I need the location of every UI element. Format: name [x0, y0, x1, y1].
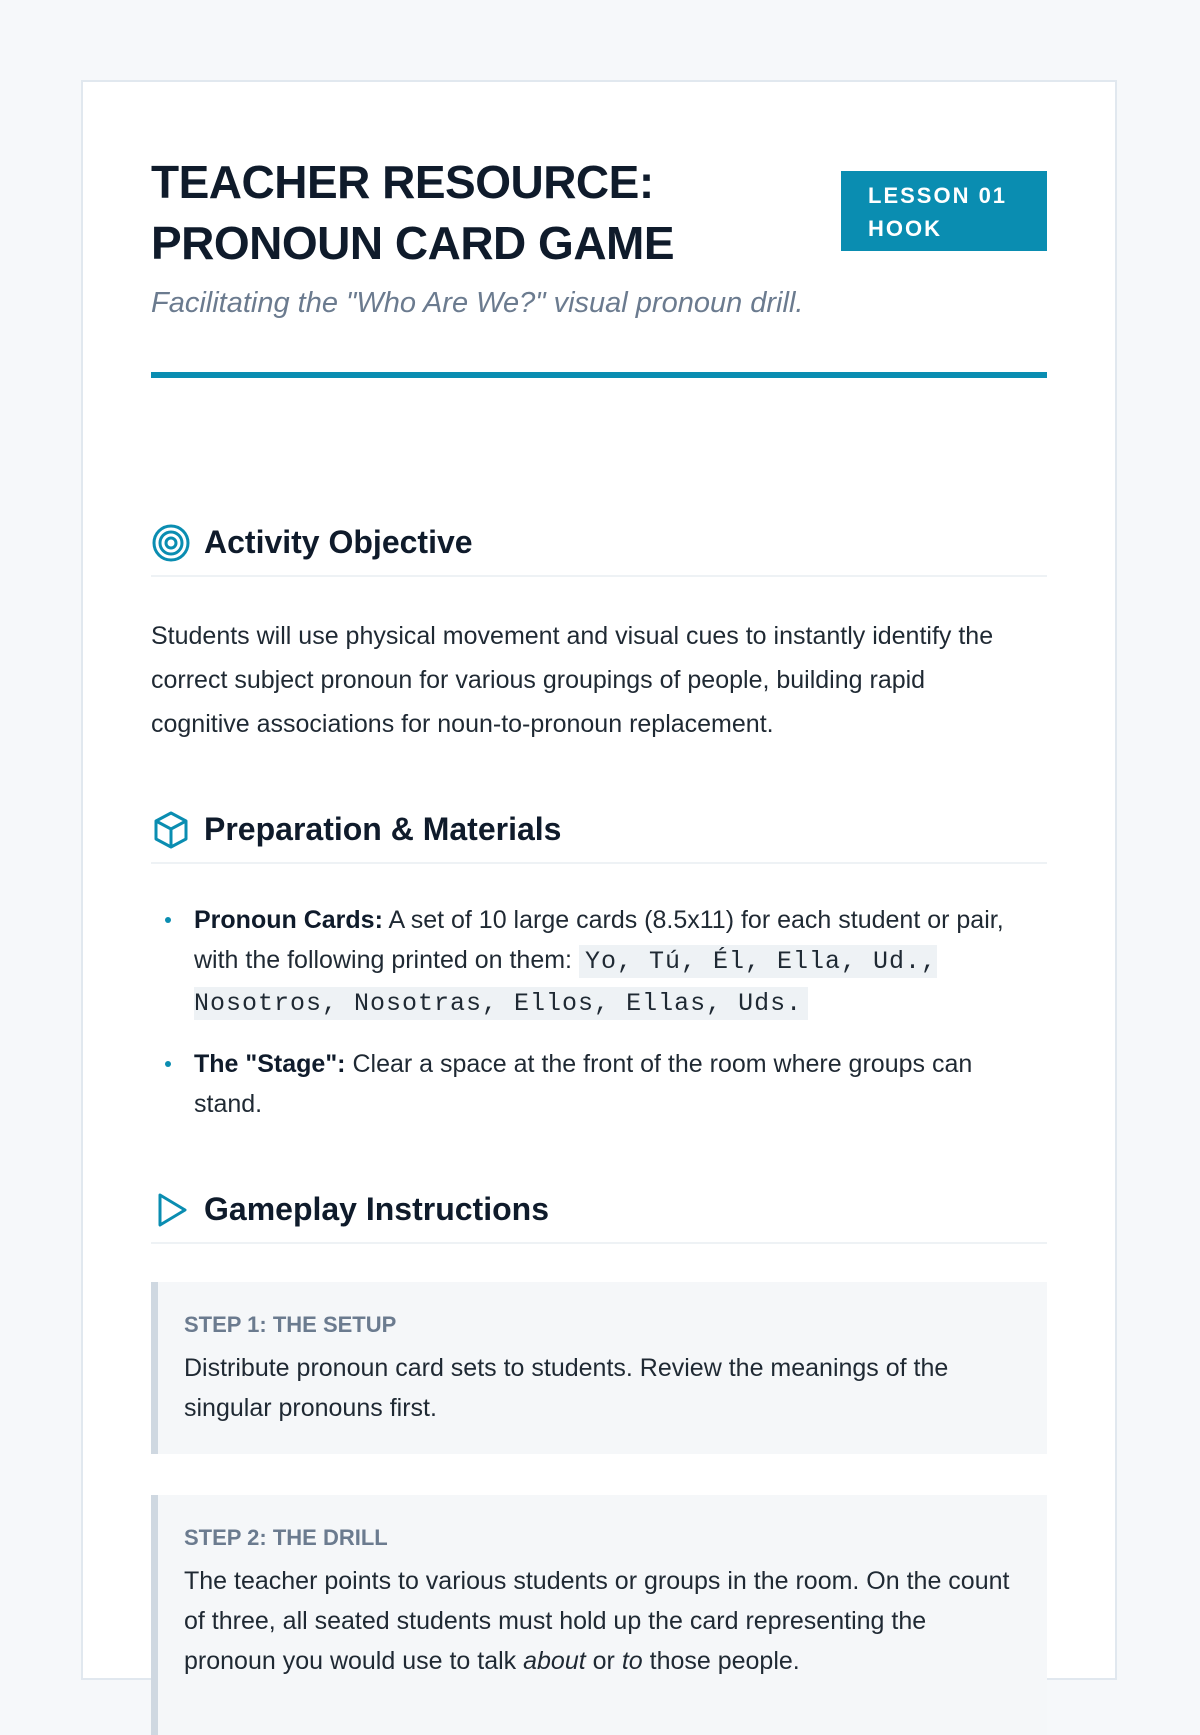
step-card — [151, 1495, 1047, 1735]
item-text: A set of 10 large cards (8.5x11) for each student or pair, with the following printed on them: — [194, 906, 1004, 974]
item-label: Pronoun Cards: — [194, 906, 383, 934]
section-heading-gameplay — [151, 1186, 1047, 1244]
lesson-badge — [841, 171, 1047, 251]
badge-line-1: LESSON 01 — [868, 183, 1008, 208]
materials-list — [151, 900, 1047, 1144]
step-text-part: The teacher points to various students or groups in the room. On the count of three, all seated students must hold up the card representing the pronoun you would use to talk — [184, 1567, 1010, 1675]
list-item — [151, 900, 1047, 1024]
step-emphasis: to — [621, 1647, 643, 1675]
box-icon — [151, 810, 191, 850]
play-icon — [151, 1190, 191, 1230]
step-text-part: or — [585, 1647, 622, 1675]
step-label: STEP 1: THE SETUP — [184, 1312, 397, 1337]
objective-text: Students will use physical movement and visual cues to instantly identify the correct subject pronoun for various groupings of people, building rapid cognitive associations for noun-to-pronoun replacement. — [151, 622, 994, 738]
resource-page — [81, 80, 1117, 1680]
pronoun-code: Yo, Tú, Él, Ella, Ud., Nosotros, Nosotras, Ellos, Ellas, Uds. — [194, 947, 937, 1018]
title-line-1: TEACHER RESOURCE: — [151, 156, 654, 208]
section-heading-objective — [151, 519, 1047, 577]
item-label: The "Stage": — [194, 1050, 346, 1078]
bullet-dot — [165, 1061, 171, 1067]
step-text: Distribute pronoun card sets to students. Review the meanings of the singular pronouns first. — [184, 1354, 949, 1422]
item-text: Clear a space at the front of the room where groups can stand. — [194, 1050, 973, 1118]
badge-line-2: HOOK — [868, 216, 942, 241]
step-emphasis: about — [523, 1647, 586, 1675]
gameplay-heading: Gameplay Instructions — [204, 1191, 549, 1227]
header-divider — [151, 372, 1047, 378]
step-text-part: those people. — [642, 1647, 800, 1675]
title-line-2: PRONOUN CARD GAME — [151, 217, 675, 269]
target-icon — [151, 523, 191, 563]
step-text — [184, 1561, 1015, 1681]
page-subtitle: Facilitating the "Who Are We?" visual pronoun drill. — [151, 287, 804, 319]
step-label: STEP 2: THE DRILL — [184, 1525, 388, 1550]
page-title — [151, 152, 674, 274]
page-header — [151, 82, 1047, 378]
objective-heading: Activity Objective — [204, 524, 473, 560]
step-card — [151, 1282, 1047, 1454]
materials-heading: Preparation & Materials — [204, 811, 562, 847]
list-item — [151, 1044, 1047, 1124]
section-heading-materials — [151, 806, 1047, 864]
bullet-dot — [165, 917, 171, 923]
